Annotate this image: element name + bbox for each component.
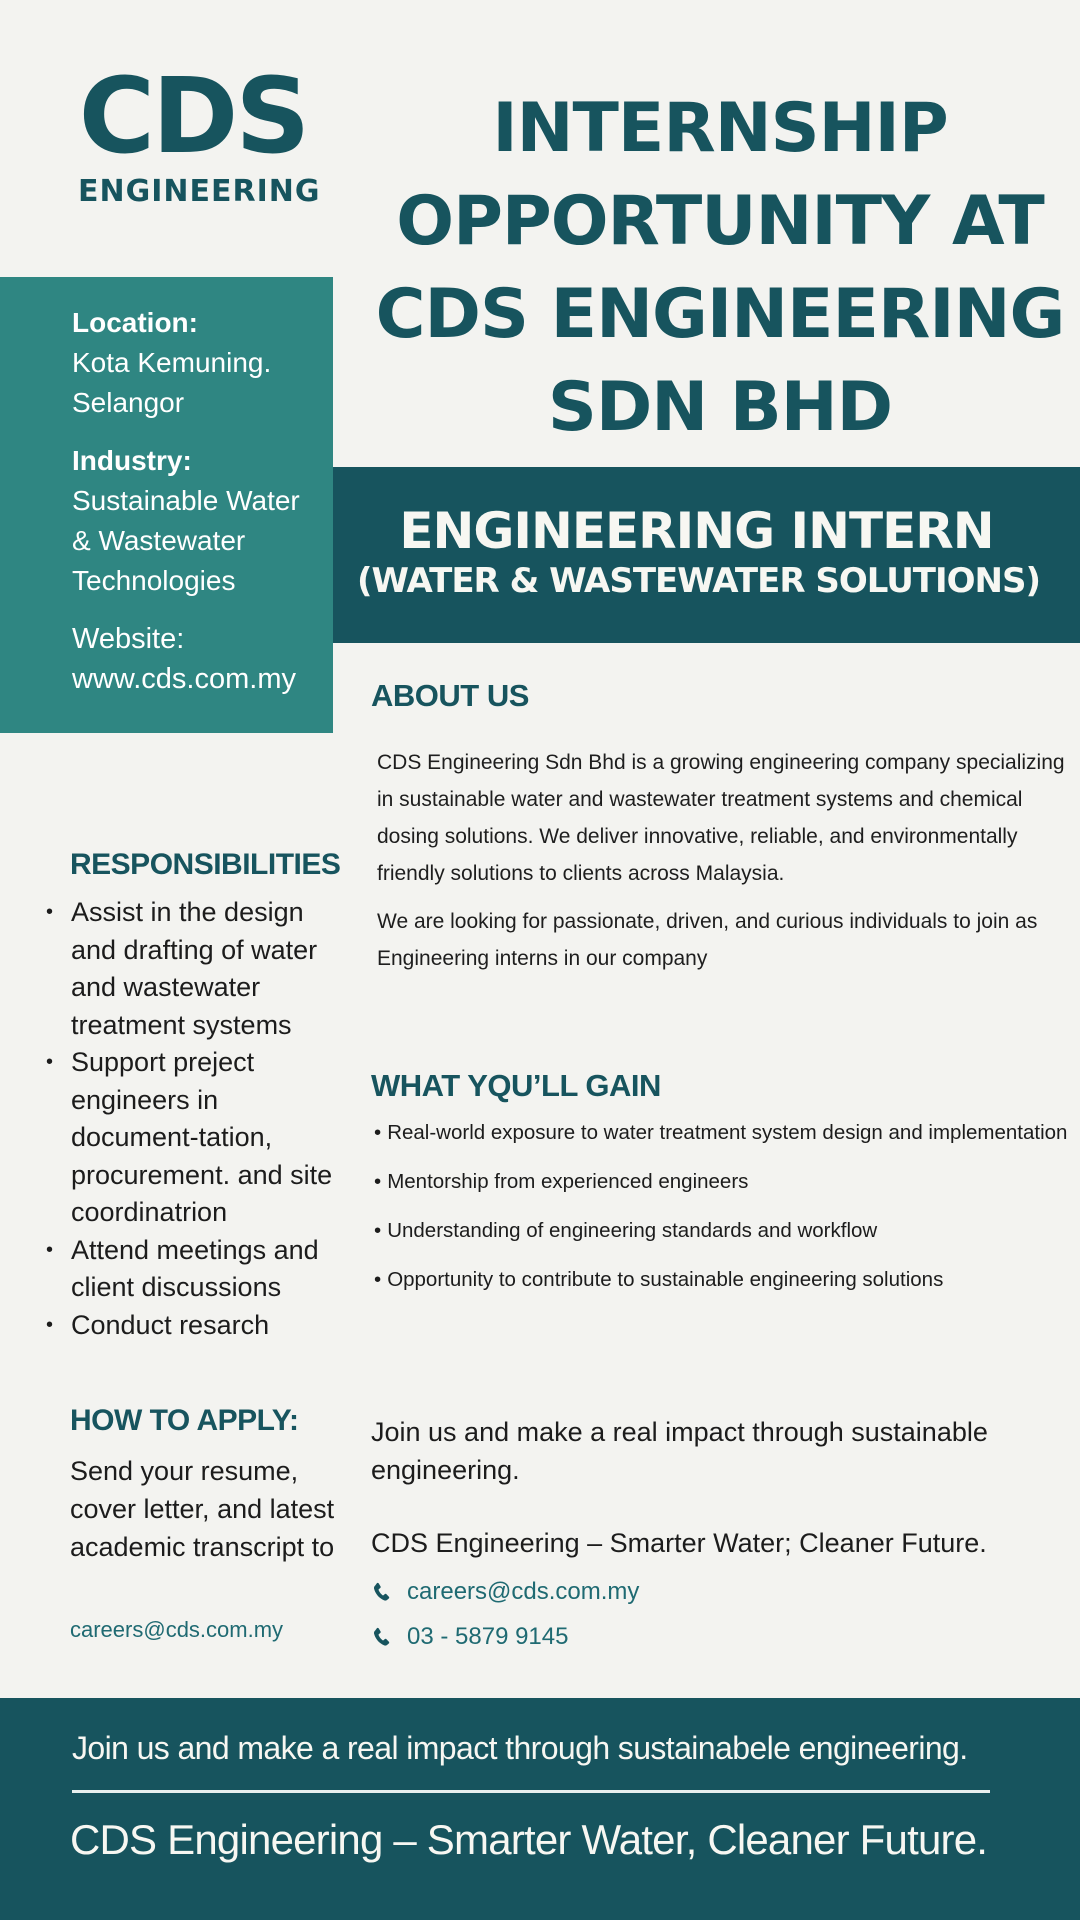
list-item-text: Mentorship from experienced engineers [387, 1170, 749, 1193]
list-item [40, 894, 340, 1044]
industry-value: & Wastewater [72, 525, 246, 556]
headline-line: OPPORTUNITY AT [396, 182, 1044, 261]
apply-heading: HOW TO APPLY: [70, 1404, 299, 1437]
contact-phone[interactable] [371, 1623, 568, 1651]
headline-line: CDS ENGINEERING [375, 275, 1065, 354]
industry-value: Technologies [72, 565, 236, 596]
bullet-icon: • [374, 1268, 382, 1291]
list-item-text: Attend meetings and client discussions [71, 1234, 319, 1302]
list-item [40, 1307, 340, 1345]
bullet-icon: • [46, 1313, 54, 1336]
phone-icon [371, 1580, 393, 1604]
apply-email-link[interactable]: careers@cds.com.my [70, 1617, 284, 1642]
location-value: Selangor [72, 387, 185, 418]
bullet-icon: • [374, 1121, 382, 1144]
list-item-text: Support preject engineers in document-tation, procurement. and site coordinatrion [71, 1047, 333, 1227]
location-label: Location: [72, 307, 198, 338]
headline-line: INTERNSHIP [492, 89, 948, 168]
bullet-icon: • [46, 1238, 54, 1261]
closing-tagline: CDS Engineering – Smarter Water; Cleaner Future. [371, 1528, 987, 1558]
list-item-text: Understanding of engineering standards and workflow [387, 1219, 878, 1242]
list-item [374, 1218, 1074, 1244]
location-value: Kota Kemuning. [72, 347, 272, 378]
location-block [72, 303, 333, 423]
page-headline [360, 82, 1080, 454]
bullet-icon: • [46, 1051, 54, 1073]
contact-phone-text[interactable]: 03 - 5879 9145 [407, 1623, 569, 1650]
company-info-panel [0, 277, 333, 733]
footer-message: Join us and make a real impact through sustainabele engineering. [72, 1730, 968, 1766]
list-item [374, 1267, 1074, 1293]
phone-icon [371, 1625, 393, 1649]
contact-email[interactable] [371, 1578, 639, 1606]
footer-tagline: CDS Engineering – Smarter Water, Cleaner Future. [70, 1816, 988, 1863]
industry-block [72, 441, 333, 601]
list-item-text: Conduct resarch [71, 1309, 270, 1340]
list-item-text: Real-world exposure to water treatment system design and implementation [387, 1121, 1068, 1144]
list-item-text: Assist in the design and drafting of water and wastewater treatment systems [71, 897, 318, 1040]
responsibilities-list [40, 894, 340, 1344]
list-item [374, 1169, 1074, 1195]
about-body [377, 744, 1067, 977]
headline-line: SDN BHD [547, 368, 893, 447]
bullet-icon: • [46, 901, 54, 923]
position-banner [333, 467, 1080, 643]
footer-divider [72, 1790, 990, 1793]
gain-heading: WHAT YQU’LL GAIN [371, 1068, 661, 1103]
list-item [40, 1232, 340, 1307]
logo-subtitle: ENGINEERING [78, 174, 321, 209]
list-item [40, 1044, 340, 1232]
closing-message: Join us and make a real impact through sustainable engineering. [371, 1417, 988, 1485]
website-link[interactable]: www.cds.com.my [72, 663, 296, 695]
about-heading: ABOUT US [371, 678, 529, 713]
list-item-text: Opportunity to contribute to sustainable engineering solutions [387, 1268, 944, 1291]
industry-value: Sustainable Water [72, 485, 300, 516]
responsibilities-heading: RESPONSIBILITIES [70, 848, 341, 881]
bullet-icon: • [374, 1219, 382, 1242]
logo-mark: CDS [78, 55, 308, 177]
company-logo [78, 55, 321, 209]
about-paragraph: CDS Engineering Sdn Bhd is a growing engineering company specializing in sustainable water and wastewater treatment systems and chemical dosing solutions. We deliver innovative, reliable, and environmentally friendly solutions to clients across Malaysia. [377, 751, 1065, 885]
bullet-icon: • [374, 1170, 382, 1193]
website-label: Website: [72, 623, 185, 655]
footer-banner [0, 1698, 1080, 1920]
contact-email-text[interactable]: careers@cds.com.my [407, 1578, 640, 1605]
about-paragraph: We are looking for passionate, driven, and curious individuals to join as Engineering interns in our company [377, 910, 1038, 970]
list-item [374, 1120, 1074, 1146]
apply-instructions: Send your resume, cover letter, and latest academic transcript to [70, 1456, 335, 1562]
position-subtitle: (WATER & WASTEWATER SOLUTIONS) [356, 561, 1041, 601]
position-title: ENGINEERING INTERN [399, 502, 994, 560]
industry-label: Industry: [72, 445, 192, 476]
website-block [72, 619, 333, 699]
gain-list [374, 1120, 1074, 1316]
